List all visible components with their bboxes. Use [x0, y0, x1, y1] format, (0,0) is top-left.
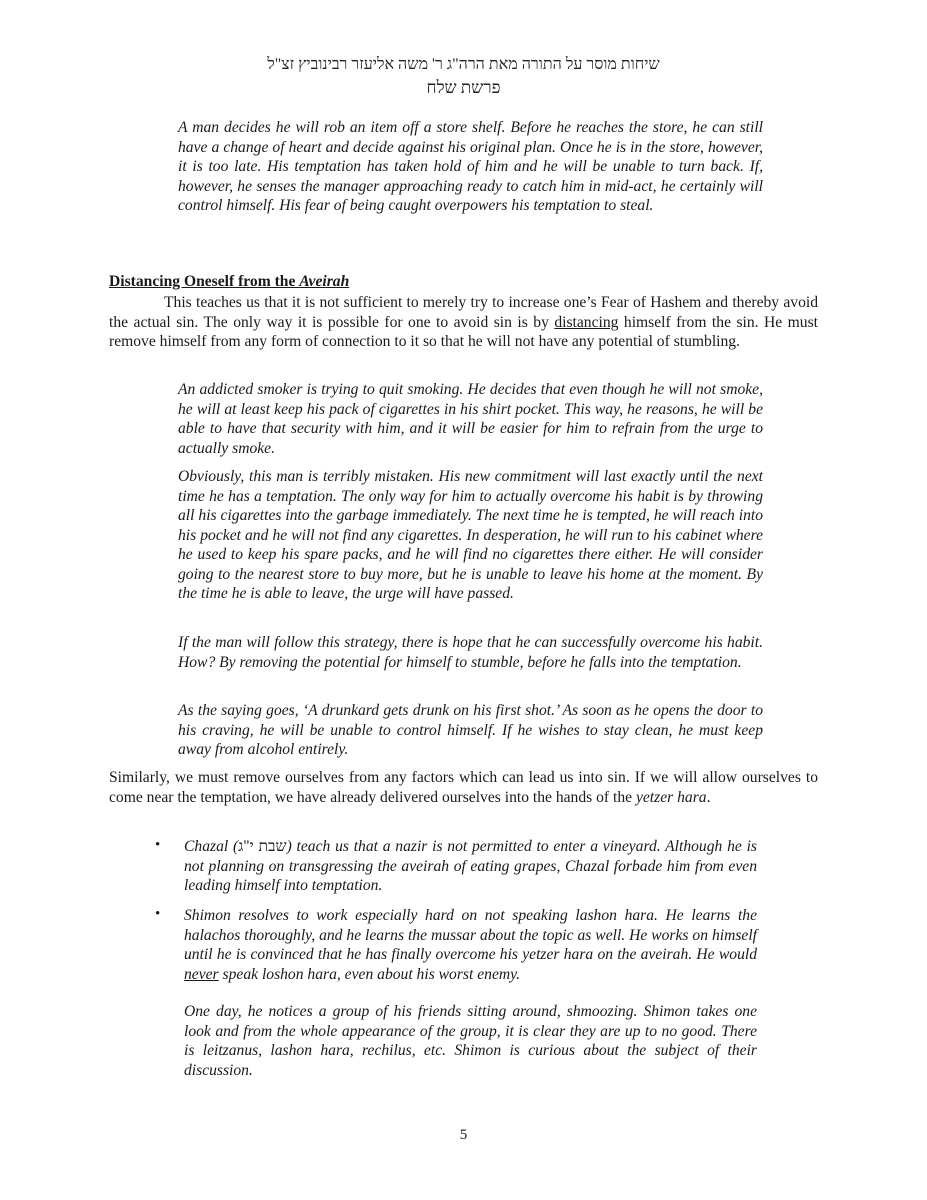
running-header-parsha: פרשת שלח — [426, 78, 501, 97]
bullet-item-nazir — [184, 837, 757, 896]
bullet-text: Shimon resolves to work especially hard on not speaking lashon hara. He learns the halachos thoroughly, and he learns the mussar about the topic as well. He works on himself until he is convinced that he has finally overcome his yetzer hara on the aveirah. He would — [184, 907, 757, 963]
yetzer-hara-term: yetzer hara — [635, 788, 707, 806]
smoker-example-p3: If the man will follow this strategy, there is hope that he can successfully overcome his habit. How? By removing the potential for himself to stumble, before he falls into the temptation. — [178, 634, 763, 671]
bullet-item-shimon — [184, 906, 757, 984]
intro-text: This teaches us that it is not sufficient to merely try to increase one’s Fear of Hashem and thereby avoid the actual sin. The only way it is possible for one to avoid sin is by — [109, 294, 818, 331]
smoker-example-p2: Obviously, this man is terribly mistaken. His new commitment will last exactly until the next time he has a temptation. The only way for him to actually overcome his habit is by throwing all his cigarettes into the garbage immediately. The next time he is tempted, he will reach into his pocket and he will not find any cigarettes. In desperation, he will run to his cabinet where he used to keep his spare packs, and he will find no cigarettes there either. He will consider going to the nearest store to buy more, but he is unable to leave his home at the moment. By the time he is able to leave, the urge will have passed. — [178, 468, 763, 602]
hebrew-source-reference: שבת י"ג — [238, 838, 287, 855]
section-heading-text: Distancing Oneself from the — [109, 273, 300, 290]
bullet-icon: • — [155, 906, 161, 922]
section-intro-paragraph — [109, 293, 818, 352]
intro-underlined-word: distancing — [554, 313, 619, 331]
drunkard-example: As the saying goes, ‘A drunkard gets drunk on his first shot.’ As soon as he opens the door to his craving, he will be unable to control himself. If he wishes to stay clean, he must keep away from alcohol entirely. — [178, 702, 763, 758]
underlined-never: never — [184, 965, 219, 983]
bullet-text-end: ) teach us that a nazir is not permitted to enter a vineyard. Although he is not planning on transgressing the aveirah of eating grapes, Chazal forbade him from even leading himself into temptation. — [184, 838, 757, 894]
bullet-text: Chazal ( — [184, 838, 239, 855]
bullet-icon: • — [155, 837, 161, 853]
similarly-text: Similarly, we must remove ourselves from any factors which can lead us into sin. If we will allow ourselves to come near the temptation, we have already delivered ourselves into the hands of the — [109, 769, 818, 806]
bullet-continuation-paragraph: One day, he notices a group of his friends sitting around, shmoozing. Shimon takes one look and from the whole appearance of the group, it is clear they are up to no good. There is leitzanus, lashon hara, rechilus, etc. Shimon is curious about the subject of their discussion. — [184, 1003, 757, 1079]
smoker-example-p1: An addicted smoker is trying to quit smoking. He decides that even though he will not smoke, he will at least keep his pack of cigarettes in his shirt pocket. This way, he reasons, he will be able to have that security with him, and it will be easier for him to refrain from the urge to actually smoke. — [178, 381, 763, 457]
section-heading — [109, 273, 349, 291]
page-number: 5 — [459, 1127, 468, 1143]
store-example-block: A man decides he will rob an item off a store shelf. Before he reaches the store, he can still have a change of heart and decide against his original plan. Once he is in the store, however, it is too late. His temptation has taken hold of him and he will be unable to turn back. If, however, he senses the manager approaching ready to catch him in mid-act, he certainly will control himself. His fear of being caught overpowers his temptation to steal. — [178, 119, 763, 214]
similarly-end: . — [706, 788, 711, 806]
bullet-text-end: speak loshon hara, even about his worst enemy. — [218, 965, 521, 983]
running-header-title: שיחות מוסר על התורה מאת הרה"ג ר' משה אליעזר רבינוביץ זצ"ל — [267, 56, 660, 73]
intro-text-end: himself from the sin. He must remove himself from any form of connection to it so that he will not have any potential of stumbling. — [109, 313, 818, 350]
similarly-paragraph — [109, 768, 818, 807]
section-heading-italic: Aveirah — [299, 273, 350, 290]
